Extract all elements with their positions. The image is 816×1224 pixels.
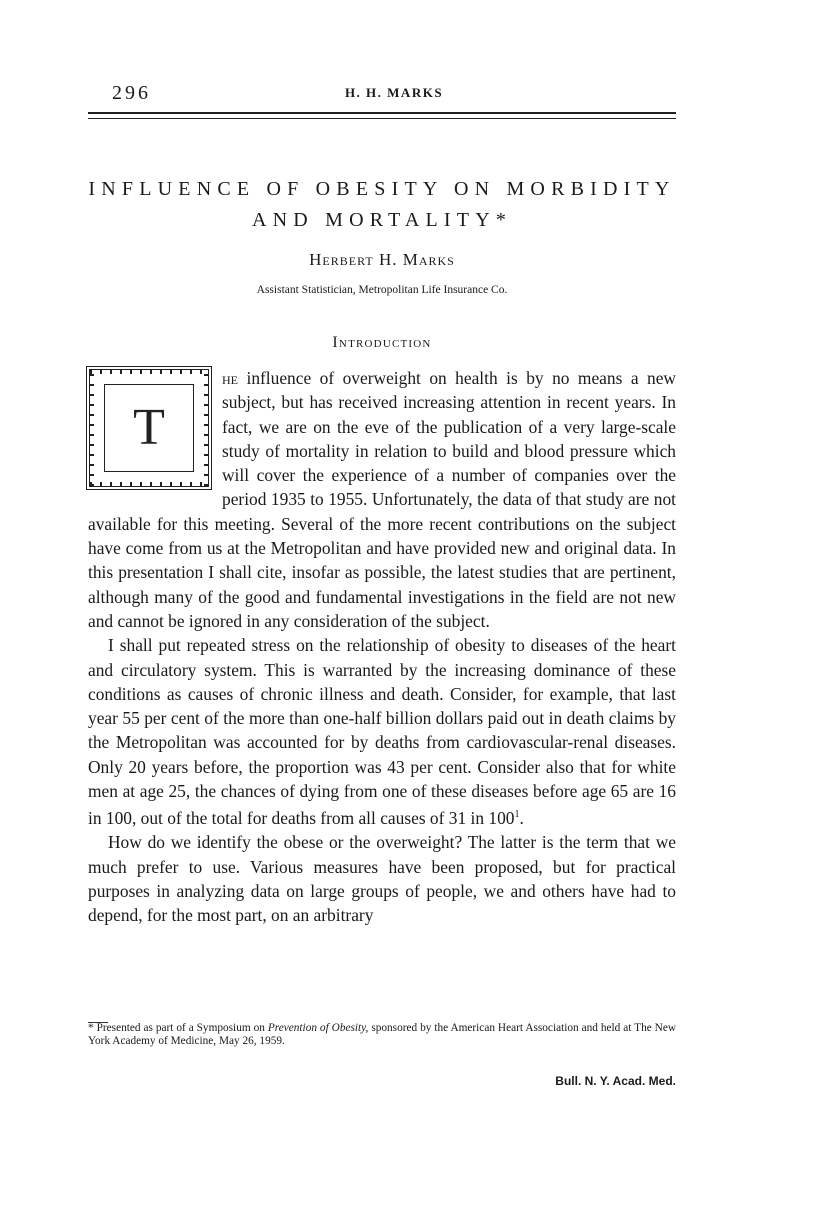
article-title-line-1: INFLUENCE OF OBESITY ON MORBIDITY — [88, 178, 676, 200]
journal-citation: Bull. N. Y. Acad. Med. — [555, 1074, 676, 1088]
article-title-line-2: AND MORTALITY* — [251, 209, 513, 231]
footnote — [88, 1022, 676, 1048]
paragraph-2-text: I shall put repeated stress on the relationship of obesity to diseases of the heart and circulatory system. This is warranted by the increasing dominance of these conditions as causes of chronic illness and death. Consider, for example, that last year 55 per cent of the more than one-half billion dollars paid out in death claims by the Metropolitan was accounted for by deaths from cardiovascular-renal diseases. Only 20 years before, the proportion was 43 per cent. Consider also that for white men at age 25, the chances of dying from one of these diseases before age 65 are 16 in 100, out of the total for deaths from all causes of 31 in 100 — [88, 635, 676, 829]
article-title — [88, 174, 676, 236]
journal-page — [88, 0, 676, 1224]
footnote-italic: Prevention of Obesity, — [267, 1022, 369, 1034]
drop-cap-frame — [104, 384, 194, 472]
page-number: 296 — [112, 82, 151, 104]
paragraph-1-text: influence of overweight on health is by no means a new subject, but has received increasing attention in recent years. In fact, we are on the eve of the publication of a very large-scale study of mortality in relation to build and blood pressure which will cover the experience of a number of companies over the period 1935 to 1955. Unfortunately, the data of that study are not available for this meeting. Several of the more recent contributions on the subject have come from us at the Metropolitan and have provided new and original data. In this presentation I shall cite, insofar as possible, the latest studies that are pertinent, although many of the good and fundamental investigations in the field are not new and cannot be ignored in any consideration of the subject. — [88, 368, 676, 631]
footnote-text-after: sponsored by the American Heart Association and held at The New York Academy of Medicine, May 26, 1959. — [88, 1022, 677, 1047]
footnote-mark: * — [88, 1022, 94, 1034]
paragraph-2-end: . — [519, 808, 524, 829]
paragraph-1-smallcaps: he — [222, 368, 238, 388]
footnote-text-before: Presented as part of a Symposium on — [96, 1022, 265, 1034]
paragraph-1 — [88, 366, 676, 633]
running-title: H. H. MARKS — [344, 85, 444, 100]
running-header — [112, 82, 676, 106]
article-body — [88, 366, 676, 928]
author-affiliation: Assistant Statistician, Metropolitan Life Insurance Co. — [256, 284, 508, 296]
author-name: Herbert H. Marks — [309, 250, 455, 269]
section-heading: Introduction — [332, 334, 432, 351]
drop-cap-letter: T — [133, 399, 165, 456]
reference-mark: 1 — [514, 809, 520, 821]
drop-cap-ornament — [86, 366, 212, 490]
paragraph-2 — [88, 633, 676, 830]
paragraph-3: How do we identify the obese or the overweight? The latter is the term that we much prefer to use. Various measures have been proposed, but for practical purposes in analyzing data on large groups of people, we and others have had to depend, for the most part, on an arbitrary — [88, 832, 676, 926]
header-rule-thin — [88, 118, 676, 119]
header-rule-thick — [88, 112, 676, 114]
